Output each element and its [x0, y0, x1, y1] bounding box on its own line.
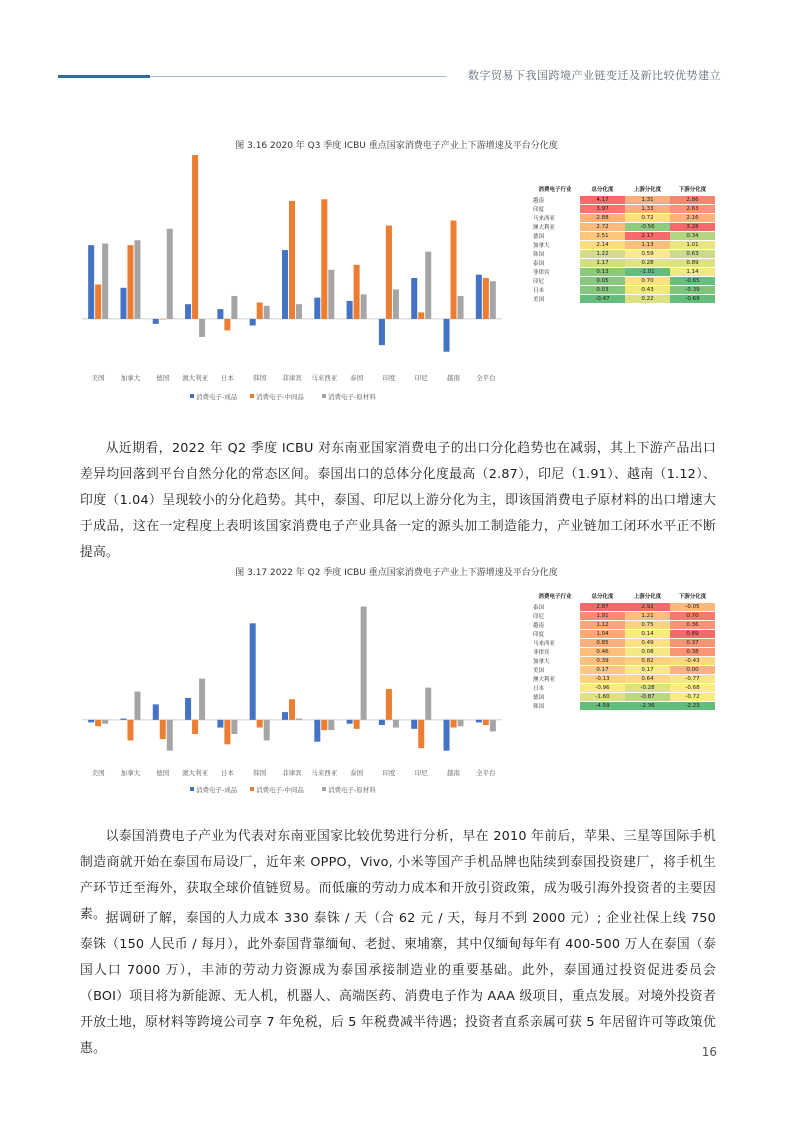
x-tick-label: 美国 [91, 769, 105, 777]
legend-label: 消费电子-成品 [196, 393, 238, 401]
heatmap-value-cell: -0.68 [670, 683, 715, 692]
header-rule [150, 76, 446, 77]
heatmap-value-cell: 0.13 [580, 267, 625, 276]
heatmap-row [530, 240, 715, 249]
heatmap-value-cell: 2.86 [670, 195, 715, 204]
heatmap-value-cell: 0.49 [625, 638, 670, 647]
heatmap-value-cell: 0.70 [670, 611, 715, 620]
heatmap-row [530, 701, 715, 710]
x-tick-label: 印度 [382, 374, 396, 382]
heatmap-value-cell: 2.51 [580, 231, 625, 240]
bar-1-10 [379, 319, 385, 345]
running-header-title: 数字贸易下我国跨境产业链变迁及新比较优势建立 [468, 69, 721, 82]
heatmap-value-cell: 1.12 [580, 620, 625, 629]
bar-2-13 [483, 720, 489, 725]
heatmap-value-cell: 1.31 [625, 195, 670, 204]
heatmap-row [530, 222, 715, 231]
bar-2-10 [386, 689, 392, 720]
x-tick-label: 印尼 [414, 769, 428, 777]
heatmap-row [530, 629, 715, 638]
heatmap-value-cell: 1.01 [670, 240, 715, 249]
heatmap-country-cell: 澳大利亚 [530, 222, 580, 231]
page-number: 16 [701, 1045, 717, 1059]
heatmap-header-cell: 消费电子行业 [530, 590, 580, 602]
bar-3-12 [458, 720, 464, 726]
bar-2-11 [418, 312, 424, 319]
bar-1-1 [88, 720, 94, 723]
legend-swatch [250, 787, 254, 791]
heatmap-row [530, 276, 715, 285]
bar-2-6 [257, 303, 263, 319]
bar-1-1 [88, 245, 94, 319]
heatmap-row [530, 620, 715, 629]
bar-1-3 [153, 704, 159, 719]
heatmap-value-cell: 0.63 [670, 249, 715, 258]
bar-2-2 [127, 245, 133, 319]
heatmap-value-cell: -0.39 [670, 285, 715, 294]
heatmap-value-cell: 0.46 [580, 647, 625, 656]
bar-2-7 [289, 699, 295, 720]
heatmap-header-cell: 上游分化度 [625, 183, 670, 195]
heatmap-value-cell: -0.43 [670, 656, 715, 665]
bar-3-2 [134, 240, 140, 319]
bar-2-8 [321, 720, 327, 730]
heatmap-row [530, 294, 715, 303]
bar-1-8 [314, 298, 320, 319]
heatmap-row [530, 258, 715, 267]
heatmap-value-cell: 2.72 [580, 222, 625, 231]
bar-3-7 [296, 304, 302, 319]
chart-3-16-svg [82, 150, 512, 405]
heatmap-country-cell: 美国 [530, 665, 580, 674]
heatmap-value-cell: 0.72 [625, 213, 670, 222]
x-tick-label: 日本 [220, 769, 234, 777]
bar-2-7 [289, 201, 295, 319]
bar-3-2 [134, 692, 140, 720]
chart-3-16 [82, 150, 512, 405]
x-tick-label: 菲律宾 [282, 769, 302, 777]
bar-3-13 [490, 281, 496, 319]
heatmap-value-cell: 0.37 [670, 638, 715, 647]
bar-2-5 [224, 720, 230, 744]
heatmap-value-cell: -1.60 [580, 692, 625, 701]
heatmap-value-cell: 0.85 [580, 638, 625, 647]
body-paragraph-3: 据调研了解，泰国的人力成本 330 泰铢 / 天（合 62 元 / 天，每月不到 2000 元）; 企业社保上线 750 泰铢（150 人民币 / 每月），此外泰国背靠缅甸、老挝、柬埔寨，其中仅缅甸每年有 400-500 万人在泰国（泰国人口 7000 万），丰沛的劳动力资源成为泰国承接制造业的重要基础。此外，泰国通过投资促进委员会（BOI）项目将为新能源、无人机，机器人、高端医药、消费电子作为 AAA 级项目，重点发展。对境外投资者开放土地，原材料等跨境公司享 7 年免税，后 5 年税费减半待遇；投资者直系亲属可获 5 年居留许可等政策优惠。 [80, 911, 716, 1056]
bar-1-2 [120, 719, 126, 720]
heatmap-country-cell: 德国 [530, 231, 580, 240]
heatmap-country-cell: 日本 [530, 683, 580, 692]
heatmap-country-cell: 德国 [530, 692, 580, 701]
bar-3-9 [361, 294, 367, 319]
bar-1-5 [217, 309, 223, 319]
heatmap-country-cell: 印度 [530, 204, 580, 213]
x-tick-label: 德国 [156, 374, 170, 382]
x-tick-label: 美国 [91, 374, 105, 382]
bar-1-11 [411, 720, 417, 729]
chart-3-17-svg [82, 592, 512, 802]
x-tick-label: 泰国 [350, 769, 364, 777]
bar-2-10 [386, 225, 392, 318]
heatmap-value-cell: 1.33 [625, 204, 670, 213]
bar-2-3 [160, 720, 166, 739]
bar-1-10 [379, 720, 385, 725]
bar-1-13 [476, 720, 482, 723]
figure-title-3-17: 图 3.17 2022 年 Q2 季度 ICBU 重点国家消费电子产业上下游增速及平台分化度 [235, 568, 558, 578]
heatmap-country-cell: 加拿大 [530, 240, 580, 249]
bar-3-7 [296, 719, 302, 720]
legend-swatch [190, 787, 194, 791]
bar-3-1 [102, 720, 108, 724]
legend-label: 消费电子-中间品 [256, 393, 304, 401]
heatmap-value-cell: 0.39 [580, 656, 625, 665]
x-tick-label: 加拿大 [120, 769, 141, 777]
bar-2-11 [418, 720, 424, 748]
heatmap-country-cell: 菲律宾 [530, 267, 580, 276]
bar-2-1 [95, 285, 101, 319]
heatmap-table-3-16 [530, 183, 715, 303]
heatmap-value-cell: 2.87 [580, 602, 625, 611]
heatmap-value-cell: 1.13 [625, 240, 670, 249]
heatmap-value-cell: 0.03 [580, 285, 625, 294]
heatmap-value-cell: 0.59 [625, 249, 670, 258]
heatmap-row [530, 611, 715, 620]
heatmap-country-cell: 印尼 [530, 611, 580, 620]
bar-1-13 [476, 275, 482, 319]
bar-1-8 [314, 720, 320, 742]
legend-swatch [322, 787, 326, 791]
header-accent-line [58, 75, 150, 78]
x-tick-label: 澳大利亚 [182, 374, 209, 382]
bar-1-6 [250, 319, 256, 326]
bar-2-3 [160, 319, 166, 320]
heatmap-value-cell: 2.63 [670, 204, 715, 213]
heatmap-value-cell: 0.17 [625, 665, 670, 674]
heatmap-value-cell: 0.08 [625, 647, 670, 656]
bar-3-3 [167, 720, 173, 751]
legend-label: 消费电子-原材料 [328, 393, 376, 401]
heatmap-row [530, 267, 715, 276]
heatmap-row [530, 195, 715, 204]
heatmap-value-cell: -0.28 [625, 683, 670, 692]
heatmap-country-cell: 加拿大 [530, 656, 580, 665]
x-tick-label: 马来西亚 [311, 769, 338, 777]
heatmap-value-cell: 2.16 [670, 213, 715, 222]
bar-3-4 [199, 679, 205, 720]
heatmap-header-cell: 消费电子行业 [530, 183, 580, 195]
heatmap-value-cell: -2.23 [670, 701, 715, 710]
heatmap-row [530, 602, 715, 611]
bar-1-9 [347, 720, 353, 724]
legend-label: 消费电子-成品 [196, 786, 238, 794]
heatmap-value-cell: -0.56 [625, 222, 670, 231]
heatmap-value-cell: 0.89 [670, 258, 715, 267]
heatmap-value-cell: 0.17 [580, 665, 625, 674]
heatmap-country-cell: 菲律宾 [530, 647, 580, 656]
heatmap-header-row [530, 183, 715, 195]
bar-1-7 [282, 712, 288, 720]
bar-2-9 [354, 265, 360, 319]
bar-2-8 [321, 199, 327, 319]
x-tick-label: 全平台 [476, 374, 496, 382]
heatmap-value-cell: 0.00 [670, 665, 715, 674]
heatmap-value-cell: 1.22 [580, 249, 625, 258]
heatmap-header-cell: 上游分化度 [625, 590, 670, 602]
heatmap-row [530, 674, 715, 683]
heatmap-table-3-17 [530, 590, 715, 710]
heatmap-country-cell: 越南 [530, 620, 580, 629]
heatmap-header-cell: 下游分化度 [670, 183, 715, 195]
bar-2-1 [95, 720, 101, 726]
bar-1-5 [217, 720, 223, 728]
bar-3-6 [264, 306, 270, 319]
heatmap-value-cell: 0.14 [625, 629, 670, 638]
bar-1-4 [185, 304, 191, 319]
bar-3-5 [231, 296, 237, 319]
bar-3-3 [167, 229, 173, 319]
legend-label: 消费电子-原材料 [328, 786, 376, 794]
heatmap-value-cell: 0.64 [625, 674, 670, 683]
heatmap-value-cell: 0.38 [670, 647, 715, 656]
x-tick-label: 德国 [156, 769, 170, 777]
x-tick-label: 越南 [447, 769, 461, 777]
heatmap-country-cell: 印度 [530, 629, 580, 638]
x-tick-label: 加拿大 [120, 374, 141, 382]
heatmap-row [530, 249, 715, 258]
heatmap-value-cell: 3.97 [580, 204, 625, 213]
heatmap-country-cell: 泰国 [530, 602, 580, 611]
heatmap-value-cell: -1.01 [625, 267, 670, 276]
x-tick-label: 越南 [447, 374, 461, 382]
heatmap-value-cell: 0.22 [625, 294, 670, 303]
heatmap-header-cell: 总分化度 [580, 590, 625, 602]
heatmap-row [530, 213, 715, 222]
bar-3-9 [361, 607, 367, 720]
heatmap-value-cell: 1.91 [580, 611, 625, 620]
heatmap-row [530, 665, 715, 674]
heatmap-row [530, 647, 715, 656]
heatmap-country-cell: 泰国 [530, 258, 580, 267]
legend-swatch [250, 394, 254, 398]
bar-3-11 [425, 252, 431, 319]
heatmap-value-cell: -0.65 [670, 276, 715, 285]
heatmap-value-cell: 0.82 [625, 656, 670, 665]
legend-swatch [322, 394, 326, 398]
heatmap-value-cell: 4.17 [580, 195, 625, 204]
heatmap-value-cell: -2.36 [625, 701, 670, 710]
x-tick-label: 全平台 [476, 769, 496, 777]
heatmap-row [530, 638, 715, 647]
heatmap-value-cell: -0.72 [670, 692, 715, 701]
heatmap-row [530, 656, 715, 665]
heatmap-row [530, 683, 715, 692]
heatmap-row [530, 692, 715, 701]
heatmap-value-cell: -0.13 [580, 674, 625, 683]
bar-1-7 [282, 250, 288, 319]
heatmap-value-cell: 2.17 [625, 231, 670, 240]
heatmap-value-cell: -0.96 [580, 683, 625, 692]
x-tick-label: 澳大利亚 [182, 769, 209, 777]
heatmap-value-cell: 0.05 [580, 276, 625, 285]
heatmap-country-cell: 美国 [530, 294, 580, 303]
bar-2-2 [127, 720, 133, 741]
legend-swatch [190, 394, 194, 398]
heatmap-row [530, 204, 715, 213]
body-paragraph-1: 从近期看，2022 年 Q2 季度 ICBU 对东南亚国家消费电子的出口分化趋势也在减弱，其上下游产品出口差异均回落到平台自然分化的常态区间。泰国出口的总体分化度最高（2.87），印尼（1.91）、越南（1.12）、印度（1.04）呈现较小的分化趋势。其中，泰国、印尼以上游分化为主，即该国消费电子原材料的出口增速大于成品，这在一定程度上表明该国家消费电子产业具备一定的源头加工制造能力，产业链加工闭环水平正不断提高。 [80, 441, 716, 560]
bar-1-2 [120, 288, 126, 319]
bar-2-4 [192, 155, 198, 319]
heatmap-country-cell: 日本 [530, 285, 580, 294]
body-paragraph-2: 以泰国消费电子产业为代表对东南亚国家比较优势进行分析，早在 2010 年前后，苹果、三星等国际手机制造商就开始在泰国布局设厂，近年来 OPPO，Vivo, 小米等国产手机品牌也陆续到泰国投资建厂，将手机生产环节迁至海外，获取全球价值链贸易。而低廉的劳动力成本和开放引资政策，成为吸引海外投资者的主要因素。 [80, 829, 716, 922]
heatmap-value-cell: -0.05 [670, 602, 715, 611]
bar-3-4 [199, 319, 205, 337]
x-tick-label: 菲律宾 [282, 374, 302, 382]
heatmap-row [530, 231, 715, 240]
heatmap-value-cell: 2.88 [580, 213, 625, 222]
bar-3-6 [264, 720, 270, 741]
x-tick-label: 日本 [220, 374, 234, 382]
bar-3-8 [328, 720, 334, 730]
heatmap-country-cell: 马来西亚 [530, 638, 580, 647]
heatmap-value-cell: 0.43 [625, 285, 670, 294]
bar-3-10 [393, 720, 399, 728]
bar-2-5 [224, 319, 230, 330]
legend-label: 消费电子-中间品 [256, 786, 304, 794]
bar-3-12 [458, 296, 464, 319]
bar-3-11 [425, 688, 431, 720]
bar-2-6 [257, 720, 263, 728]
bar-1-6 [250, 623, 256, 720]
x-tick-label: 韩国 [253, 374, 267, 382]
heatmap-value-cell: 0.36 [670, 620, 715, 629]
bar-2-4 [192, 720, 198, 734]
bar-2-9 [354, 720, 360, 729]
heatmap-country-cell: 韩国 [530, 249, 580, 258]
heatmap-value-cell: 0.34 [670, 231, 715, 240]
heatmap-value-cell: -0.69 [670, 294, 715, 303]
heatmap-value-cell: 1.14 [670, 267, 715, 276]
bar-3-5 [231, 720, 237, 734]
heatmap-country-cell: 印尼 [530, 276, 580, 285]
bar-2-13 [483, 278, 489, 319]
heatmap-value-cell: -0.87 [625, 692, 670, 701]
x-tick-label: 印度 [382, 769, 396, 777]
heatmap-country-cell: 马来西亚 [530, 213, 580, 222]
bar-1-9 [347, 301, 353, 319]
bar-1-3 [153, 319, 159, 324]
x-tick-label: 印尼 [414, 374, 428, 382]
heatmap-country-cell: 澳大利亚 [530, 674, 580, 683]
bar-2-12 [451, 720, 457, 728]
heatmap-value-cell: -0.47 [580, 294, 625, 303]
heatmap-value-cell: 0.70 [625, 276, 670, 285]
bar-2-12 [451, 221, 457, 319]
bar-1-11 [411, 278, 417, 319]
x-tick-label: 泰国 [350, 374, 364, 382]
heatmap-row [530, 285, 715, 294]
figure-title-3-16: 图 3.16 2020 年 Q3 季度 ICBU 重点国家消费电子产业上下游增速及平台分化度 [235, 141, 558, 151]
heatmap-value-cell: -4.59 [580, 701, 625, 710]
bar-3-13 [490, 720, 496, 732]
heatmap-header-row [530, 590, 715, 602]
heatmap-country-cell: 韩国 [530, 701, 580, 710]
heatmap-value-cell: 0.75 [625, 620, 670, 629]
bar-3-1 [102, 244, 108, 319]
chart-3-17 [82, 592, 512, 802]
heatmap-value-cell: 2.14 [580, 240, 625, 249]
x-tick-label: 韩国 [253, 769, 267, 777]
heatmap-value-cell: 1.21 [625, 611, 670, 620]
heatmap-country-cell: 越南 [530, 195, 580, 204]
heatmap-header-cell: 总分化度 [580, 183, 625, 195]
heatmap-value-cell: 3.28 [670, 222, 715, 231]
heatmap-value-cell: 2.92 [625, 602, 670, 611]
bar-3-8 [328, 270, 334, 319]
x-tick-label: 马来西亚 [311, 374, 338, 382]
heatmap-value-cell: 1.04 [580, 629, 625, 638]
heatmap-value-cell: 0.89 [670, 629, 715, 638]
heatmap-value-cell: 0.28 [625, 258, 670, 267]
heatmap-value-cell: 1.17 [580, 258, 625, 267]
bar-1-12 [444, 319, 450, 352]
heatmap-value-cell: -0.77 [670, 674, 715, 683]
bar-1-12 [444, 720, 450, 751]
bar-3-10 [393, 289, 399, 319]
bar-1-4 [185, 698, 191, 720]
heatmap-header-cell: 下游分化度 [670, 590, 715, 602]
